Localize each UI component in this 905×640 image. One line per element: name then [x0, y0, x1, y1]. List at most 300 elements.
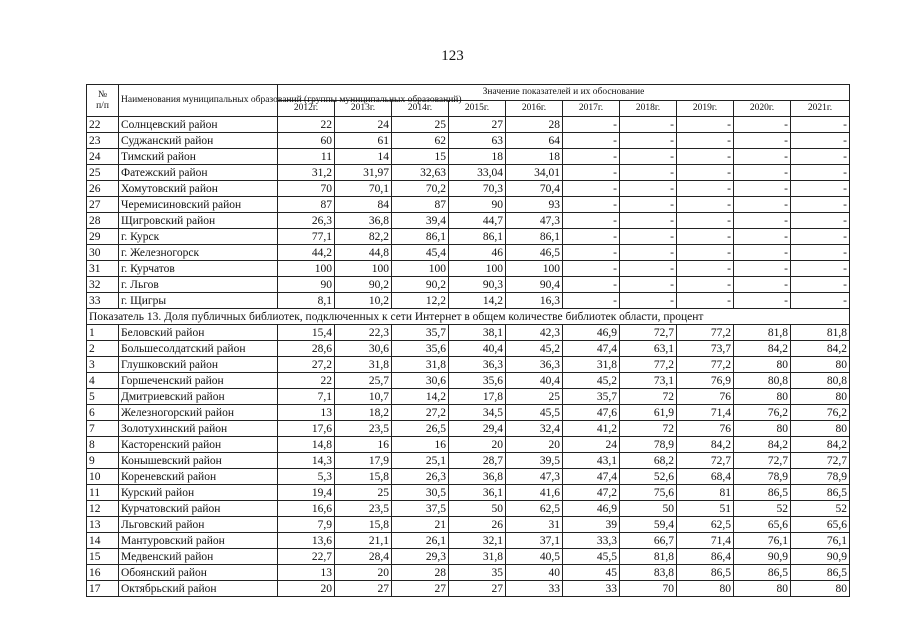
- value-cell: -: [734, 261, 791, 277]
- value-cell: 35: [449, 565, 506, 581]
- value-cell: 25,7: [335, 373, 392, 389]
- value-cell: -: [677, 165, 734, 181]
- value-cell: 26: [449, 517, 506, 533]
- value-cell: 70,1: [335, 181, 392, 197]
- value-cell: 76,1: [734, 533, 791, 549]
- value-cell: 90,9: [791, 549, 850, 565]
- column-header-year: 2012г.: [278, 101, 335, 117]
- row-number: 8: [87, 437, 119, 453]
- table-row: [87, 453, 850, 469]
- value-cell: -: [620, 181, 677, 197]
- value-cell: 86,1: [449, 229, 506, 245]
- table-row: [87, 341, 850, 357]
- value-cell: 66,7: [620, 533, 677, 549]
- value-cell: 20: [506, 437, 563, 453]
- municipality-name: Железногорский район: [119, 405, 278, 421]
- value-cell: 25: [392, 117, 449, 133]
- value-cell: 87: [278, 197, 335, 213]
- value-cell: 93: [506, 197, 563, 213]
- value-cell: -: [677, 133, 734, 149]
- value-cell: -: [563, 213, 620, 229]
- value-cell: 27: [335, 581, 392, 597]
- table-row: [87, 565, 850, 581]
- municipality-name: Глушковский район: [119, 357, 278, 373]
- value-cell: 8,1: [278, 293, 335, 309]
- value-cell: -: [563, 261, 620, 277]
- value-cell: 71,4: [677, 533, 734, 549]
- municipality-name: Касторенский район: [119, 437, 278, 453]
- value-cell: 76,2: [791, 405, 850, 421]
- value-cell: 15,8: [335, 469, 392, 485]
- table-row: [87, 165, 850, 181]
- row-number: 7: [87, 421, 119, 437]
- value-cell: 84,2: [791, 341, 850, 357]
- value-cell: 28,6: [278, 341, 335, 357]
- value-cell: 31,2: [278, 165, 335, 181]
- value-cell: 47,3: [506, 213, 563, 229]
- value-cell: 80: [791, 357, 850, 373]
- value-cell: 12,2: [392, 293, 449, 309]
- value-cell: 23,5: [335, 501, 392, 517]
- value-cell: 14: [335, 149, 392, 165]
- value-cell: 29,4: [449, 421, 506, 437]
- value-cell: 26,5: [392, 421, 449, 437]
- municipality-name: Тимский район: [119, 149, 278, 165]
- value-cell: 30,6: [392, 373, 449, 389]
- value-cell: 76,1: [791, 533, 850, 549]
- value-cell: 47,3: [506, 469, 563, 485]
- value-cell: 46,9: [563, 501, 620, 517]
- value-cell: 51: [677, 501, 734, 517]
- value-cell: 38,1: [449, 325, 506, 341]
- value-cell: 36,8: [335, 213, 392, 229]
- value-cell: 84,2: [791, 437, 850, 453]
- value-cell: 76,9: [677, 373, 734, 389]
- value-cell: 76,2: [734, 405, 791, 421]
- value-cell: 29,3: [392, 549, 449, 565]
- value-cell: 18,2: [335, 405, 392, 421]
- value-cell: 36,3: [506, 357, 563, 373]
- row-number: 9: [87, 453, 119, 469]
- row-number: 29: [87, 229, 119, 245]
- column-header-year: 2018г.: [620, 101, 677, 117]
- value-cell: 27,2: [392, 405, 449, 421]
- table-row: [87, 277, 850, 293]
- table-row: [87, 245, 850, 261]
- value-cell: 25: [506, 389, 563, 405]
- table-row: [87, 517, 850, 533]
- value-cell: 15,4: [278, 325, 335, 341]
- value-cell: -: [677, 293, 734, 309]
- column-header-number: № п/п: [87, 85, 119, 117]
- municipality-name: Октябрьский район: [119, 581, 278, 597]
- row-number: 1: [87, 325, 119, 341]
- value-cell: 14,2: [449, 293, 506, 309]
- value-cell: 34,01: [506, 165, 563, 181]
- indicator-table: [86, 84, 850, 597]
- value-cell: -: [677, 261, 734, 277]
- value-cell: -: [563, 245, 620, 261]
- value-cell: -: [677, 117, 734, 133]
- value-cell: 71,4: [677, 405, 734, 421]
- municipality-name: г. Щигры: [119, 293, 278, 309]
- column-header-year: 2016г.: [506, 101, 563, 117]
- value-cell: -: [734, 165, 791, 181]
- value-cell: 45,2: [563, 373, 620, 389]
- value-cell: 7,1: [278, 389, 335, 405]
- value-cell: 22: [278, 117, 335, 133]
- value-cell: 77,1: [278, 229, 335, 245]
- value-cell: 16: [335, 437, 392, 453]
- value-cell: 36,1: [449, 485, 506, 501]
- value-cell: 34,5: [449, 405, 506, 421]
- value-cell: 28: [392, 565, 449, 581]
- row-number: 26: [87, 181, 119, 197]
- value-cell: 27: [392, 581, 449, 597]
- value-cell: 16,3: [506, 293, 563, 309]
- value-cell: -: [791, 293, 850, 309]
- value-cell: 100: [506, 261, 563, 277]
- value-cell: -: [734, 197, 791, 213]
- value-cell: 84,2: [734, 437, 791, 453]
- value-cell: 35,7: [563, 389, 620, 405]
- value-cell: 86,1: [392, 229, 449, 245]
- row-number: 3: [87, 357, 119, 373]
- value-cell: -: [620, 165, 677, 181]
- value-cell: -: [677, 229, 734, 245]
- value-cell: 44,7: [449, 213, 506, 229]
- value-cell: 45,2: [506, 341, 563, 357]
- table-row: [87, 421, 850, 437]
- value-cell: -: [734, 277, 791, 293]
- value-cell: 80: [734, 389, 791, 405]
- row-number: 6: [87, 405, 119, 421]
- value-cell: -: [791, 149, 850, 165]
- value-cell: 22: [278, 373, 335, 389]
- value-cell: 77,2: [620, 357, 677, 373]
- value-cell: 90,4: [506, 277, 563, 293]
- value-cell: 7,9: [278, 517, 335, 533]
- value-cell: -: [734, 293, 791, 309]
- value-cell: 28: [506, 117, 563, 133]
- municipality-name: Конышевский район: [119, 453, 278, 469]
- value-cell: 16,6: [278, 501, 335, 517]
- value-cell: 68,2: [620, 453, 677, 469]
- value-cell: 80: [791, 581, 850, 597]
- table-row: [87, 261, 850, 277]
- value-cell: 26,3: [392, 469, 449, 485]
- value-cell: 47,2: [563, 485, 620, 501]
- row-number: 32: [87, 277, 119, 293]
- value-cell: -: [734, 229, 791, 245]
- value-cell: 32,1: [449, 533, 506, 549]
- value-cell: 13: [278, 405, 335, 421]
- row-number: 25: [87, 165, 119, 181]
- value-cell: 44,2: [278, 245, 335, 261]
- municipality-name: Курский район: [119, 485, 278, 501]
- municipality-name: Золотухинский район: [119, 421, 278, 437]
- value-cell: -: [734, 133, 791, 149]
- value-cell: 86,5: [677, 565, 734, 581]
- value-cell: 70,3: [449, 181, 506, 197]
- value-cell: 17,9: [335, 453, 392, 469]
- value-cell: 100: [392, 261, 449, 277]
- municipality-name: Беловский район: [119, 325, 278, 341]
- value-cell: 63: [449, 133, 506, 149]
- table-row: [87, 469, 850, 485]
- table-row: [87, 373, 850, 389]
- municipality-name: Льговский район: [119, 517, 278, 533]
- municipality-name: Щигровский район: [119, 213, 278, 229]
- row-number: 13: [87, 517, 119, 533]
- value-cell: 24: [563, 437, 620, 453]
- value-cell: 61: [335, 133, 392, 149]
- value-cell: 17,8: [449, 389, 506, 405]
- value-cell: 32,63: [392, 165, 449, 181]
- value-cell: -: [791, 133, 850, 149]
- value-cell: -: [563, 293, 620, 309]
- value-cell: -: [791, 261, 850, 277]
- municipality-name: Медвенский район: [119, 549, 278, 565]
- value-cell: 15: [392, 149, 449, 165]
- column-header-year: 2019г.: [677, 101, 734, 117]
- value-cell: 10,7: [335, 389, 392, 405]
- value-cell: 13: [278, 565, 335, 581]
- value-cell: 72,7: [677, 453, 734, 469]
- value-cell: 72: [620, 421, 677, 437]
- value-cell: 83,8: [620, 565, 677, 581]
- value-cell: 20: [278, 581, 335, 597]
- municipality-name: г. Льгов: [119, 277, 278, 293]
- value-cell: -: [677, 245, 734, 261]
- value-cell: 27: [449, 581, 506, 597]
- value-cell: -: [620, 229, 677, 245]
- table-row: [87, 213, 850, 229]
- value-cell: 30,5: [392, 485, 449, 501]
- value-cell: -: [620, 261, 677, 277]
- value-cell: 65,6: [734, 517, 791, 533]
- value-cell: 50: [449, 501, 506, 517]
- value-cell: 46: [449, 245, 506, 261]
- value-cell: 81,8: [734, 325, 791, 341]
- row-number: 2: [87, 341, 119, 357]
- value-cell: 13,6: [278, 533, 335, 549]
- value-cell: 78,9: [791, 469, 850, 485]
- value-cell: 86,5: [734, 485, 791, 501]
- value-cell: 72,7: [791, 453, 850, 469]
- value-cell: 35,6: [449, 373, 506, 389]
- value-cell: -: [620, 197, 677, 213]
- value-cell: 62: [392, 133, 449, 149]
- table-row: [87, 533, 850, 549]
- value-cell: 14,2: [392, 389, 449, 405]
- table-row: [87, 133, 850, 149]
- value-cell: 80: [791, 421, 850, 437]
- value-cell: 73,7: [677, 341, 734, 357]
- page-number: 123: [441, 48, 464, 64]
- row-number: 33: [87, 293, 119, 309]
- table-row: [87, 549, 850, 565]
- column-header-year: 2017г.: [563, 101, 620, 117]
- value-cell: 90,9: [734, 549, 791, 565]
- value-cell: -: [620, 149, 677, 165]
- value-cell: 76: [677, 421, 734, 437]
- value-cell: 40,4: [449, 341, 506, 357]
- value-cell: -: [563, 229, 620, 245]
- value-cell: 61,9: [620, 405, 677, 421]
- value-cell: -: [563, 197, 620, 213]
- value-cell: -: [734, 181, 791, 197]
- value-cell: 11: [278, 149, 335, 165]
- value-cell: 19,4: [278, 485, 335, 501]
- value-cell: -: [734, 117, 791, 133]
- value-cell: -: [734, 213, 791, 229]
- value-cell: 87: [392, 197, 449, 213]
- value-cell: 15,8: [335, 517, 392, 533]
- table-row: [87, 357, 850, 373]
- row-number: 31: [87, 261, 119, 277]
- row-number: 23: [87, 133, 119, 149]
- value-cell: 77,2: [677, 325, 734, 341]
- value-cell: 84,2: [734, 341, 791, 357]
- value-cell: -: [791, 197, 850, 213]
- value-cell: 30,6: [335, 341, 392, 357]
- value-cell: 26,3: [278, 213, 335, 229]
- value-cell: 52: [791, 501, 850, 517]
- value-cell: 64: [506, 133, 563, 149]
- value-cell: 35,7: [392, 325, 449, 341]
- value-cell: 86,5: [791, 565, 850, 581]
- value-cell: -: [791, 229, 850, 245]
- row-number: 28: [87, 213, 119, 229]
- value-cell: 80: [734, 357, 791, 373]
- value-cell: -: [620, 293, 677, 309]
- value-cell: 36,8: [449, 469, 506, 485]
- value-cell: -: [620, 277, 677, 293]
- value-cell: 86,5: [791, 485, 850, 501]
- value-cell: 90,2: [392, 277, 449, 293]
- column-header-year: 2013г.: [335, 101, 392, 117]
- table-row: [87, 437, 850, 453]
- value-cell: 68,4: [677, 469, 734, 485]
- value-cell: -: [791, 245, 850, 261]
- value-cell: 47,6: [563, 405, 620, 421]
- value-cell: 100: [278, 261, 335, 277]
- value-cell: 80,8: [791, 373, 850, 389]
- municipality-name: Мантуровский район: [119, 533, 278, 549]
- row-number: 30: [87, 245, 119, 261]
- value-cell: 80,8: [734, 373, 791, 389]
- municipality-name: г. Курск: [119, 229, 278, 245]
- municipality-name: Горшеченский район: [119, 373, 278, 389]
- value-cell: 80: [734, 581, 791, 597]
- value-cell: -: [677, 149, 734, 165]
- value-cell: 39: [563, 517, 620, 533]
- value-cell: 90: [278, 277, 335, 293]
- table-row: [87, 197, 850, 213]
- value-cell: -: [677, 181, 734, 197]
- value-cell: 72,7: [734, 453, 791, 469]
- value-cell: -: [563, 165, 620, 181]
- value-cell: 62,5: [677, 517, 734, 533]
- value-cell: -: [563, 133, 620, 149]
- value-cell: 65,6: [791, 517, 850, 533]
- table-row: [87, 293, 850, 309]
- table-row: [87, 501, 850, 517]
- value-cell: -: [620, 117, 677, 133]
- municipality-name: Хомутовский район: [119, 181, 278, 197]
- value-cell: 27,2: [278, 357, 335, 373]
- row-number: 16: [87, 565, 119, 581]
- municipality-name: Черемисиновский район: [119, 197, 278, 213]
- value-cell: 62,5: [506, 501, 563, 517]
- municipality-name: г. Железногорск: [119, 245, 278, 261]
- value-cell: 60: [278, 133, 335, 149]
- municipality-name: Солнцевский район: [119, 117, 278, 133]
- table-row: [87, 181, 850, 197]
- value-cell: 22,7: [278, 549, 335, 565]
- value-cell: 43,1: [563, 453, 620, 469]
- value-cell: 80: [734, 421, 791, 437]
- value-cell: -: [791, 181, 850, 197]
- table-row: [87, 229, 850, 245]
- value-cell: 39,4: [392, 213, 449, 229]
- value-cell: 28,7: [449, 453, 506, 469]
- value-cell: 31,8: [449, 549, 506, 565]
- value-cell: 47,4: [563, 341, 620, 357]
- value-cell: 73,1: [620, 373, 677, 389]
- value-cell: 31,8: [392, 357, 449, 373]
- value-cell: 14,8: [278, 437, 335, 453]
- value-cell: 84,2: [677, 437, 734, 453]
- row-number: 11: [87, 485, 119, 501]
- value-cell: 25,1: [392, 453, 449, 469]
- value-cell: -: [563, 277, 620, 293]
- value-cell: 33,04: [449, 165, 506, 181]
- value-cell: 90,2: [335, 277, 392, 293]
- value-cell: 47,4: [563, 469, 620, 485]
- section-row: [87, 309, 850, 325]
- value-cell: 31,97: [335, 165, 392, 181]
- value-cell: 20: [335, 565, 392, 581]
- value-cell: 80: [791, 389, 850, 405]
- value-cell: 70: [278, 181, 335, 197]
- value-cell: 100: [449, 261, 506, 277]
- value-cell: 72,7: [620, 325, 677, 341]
- value-cell: -: [677, 197, 734, 213]
- value-cell: 16: [392, 437, 449, 453]
- row-number: 24: [87, 149, 119, 165]
- value-cell: 86,1: [506, 229, 563, 245]
- value-cell: -: [791, 117, 850, 133]
- value-cell: 41,2: [563, 421, 620, 437]
- value-cell: 86,5: [734, 565, 791, 581]
- value-cell: 21: [392, 517, 449, 533]
- value-cell: 5,3: [278, 469, 335, 485]
- value-cell: 41,6: [506, 485, 563, 501]
- value-cell: 63,1: [620, 341, 677, 357]
- value-cell: 28,4: [335, 549, 392, 565]
- row-number: 4: [87, 373, 119, 389]
- municipality-name: Дмитриевский район: [119, 389, 278, 405]
- column-header-name: Наименования муниципальных образований (группы муниципальных образований): [119, 85, 278, 117]
- value-cell: 86,4: [677, 549, 734, 565]
- value-cell: 37,1: [506, 533, 563, 549]
- value-cell: 80: [677, 581, 734, 597]
- value-cell: 10,2: [335, 293, 392, 309]
- value-cell: 18: [449, 149, 506, 165]
- value-cell: -: [563, 117, 620, 133]
